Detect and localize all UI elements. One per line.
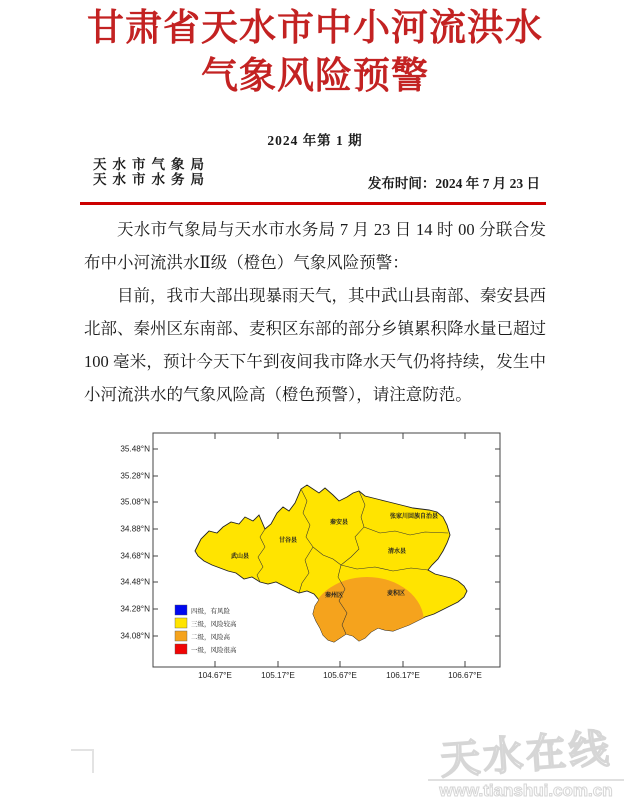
legend-label-level1: 一级，风险很高: [191, 647, 237, 654]
header-divider-rule: [80, 202, 546, 205]
issue-number: 2024 年第 1 期: [267, 133, 363, 148]
district-label-maiji: 麦积区: [386, 591, 406, 597]
page-title-line-1: 甘肃省天水市中小河流洪水: [87, 8, 543, 49]
district-label-wushan: 武山县: [230, 554, 250, 560]
x-tick-label: 105.67°E: [323, 671, 357, 680]
district-label-qingshui: 清水县: [387, 549, 407, 555]
notice-body: [84, 213, 546, 411]
legend-swatch-level1: [175, 644, 187, 654]
legend-label-level3: 三级，风险较高: [191, 621, 237, 628]
page-title-line-2: 气象风险预警: [201, 56, 429, 98]
district-label-qinan: 秦安县: [329, 520, 349, 526]
page-title: [0, 5, 630, 101]
y-tick-label: 35.08°N: [120, 497, 150, 507]
legend-label-level4: 四级，有风险: [191, 608, 230, 615]
y-tick-label: 35.48°N: [120, 444, 150, 454]
legend-swatch-level4: [175, 605, 187, 615]
x-tick-label: 104.67°E: [198, 671, 232, 680]
legend-label-level2: 二级，风险高: [191, 634, 230, 641]
x-tick-label: 106.17°E: [386, 671, 420, 680]
y-tick-label: 34.28°N: [120, 604, 150, 614]
district-label-qinzhou: 秦州区: [324, 593, 344, 599]
district-label-zhangjiachuan: 张家川回族自治县: [389, 514, 439, 520]
site-watermark: [428, 726, 624, 801]
y-tick-label: 34.48°N: [120, 577, 150, 587]
corner-bracket-mark: [71, 749, 94, 773]
district-label-gangu: 甘谷县: [278, 538, 298, 544]
publish-date: 发布时间：2024 年 7 月 23 日: [367, 176, 540, 191]
legend-swatch-level2: [175, 631, 187, 641]
x-tick-label: 105.17°E: [261, 671, 295, 680]
y-tick-label: 34.68°N: [120, 551, 150, 561]
agency-meteorological-bureau: 天水市气象局: [93, 157, 210, 172]
watermark-logo-text: 天水在线: [438, 726, 614, 783]
agency-water-affairs-bureau: 天水市水务局: [93, 172, 210, 187]
map-legend: [175, 605, 237, 654]
x-tick-label: 106.67°E: [448, 671, 482, 680]
issuing-agencies: [93, 157, 210, 187]
y-tick-label: 34.08°N: [120, 631, 150, 641]
watermark-url: www.tianshui.com.cn: [428, 779, 624, 801]
y-tick-label: 35.28°N: [120, 471, 150, 481]
y-tick-label: 34.88°N: [120, 524, 150, 534]
legend-swatch-level3: [175, 618, 187, 628]
paragraph-issuance: 天水市气象局与天水市水务局 7 月 23 日 14 时 00 分联合发布中小河流洪水Ⅱ级（橙色）气象风险预警：: [84, 220, 546, 272]
orange-risk-zone: [310, 577, 424, 667]
risk-map-figure: [95, 425, 515, 685]
paragraph-situation: 目前，我市大部出现暴雨天气，其中武山县南部、秦安县西北部、秦州区东南部、麦积区东部的部分乡镇累积降水量已超过 100 毫米，预计今天下午到夜间我市降水天气仍将持续，发生中小河流洪水的气象风险高（橙色预警），请注意防范。: [84, 286, 546, 404]
